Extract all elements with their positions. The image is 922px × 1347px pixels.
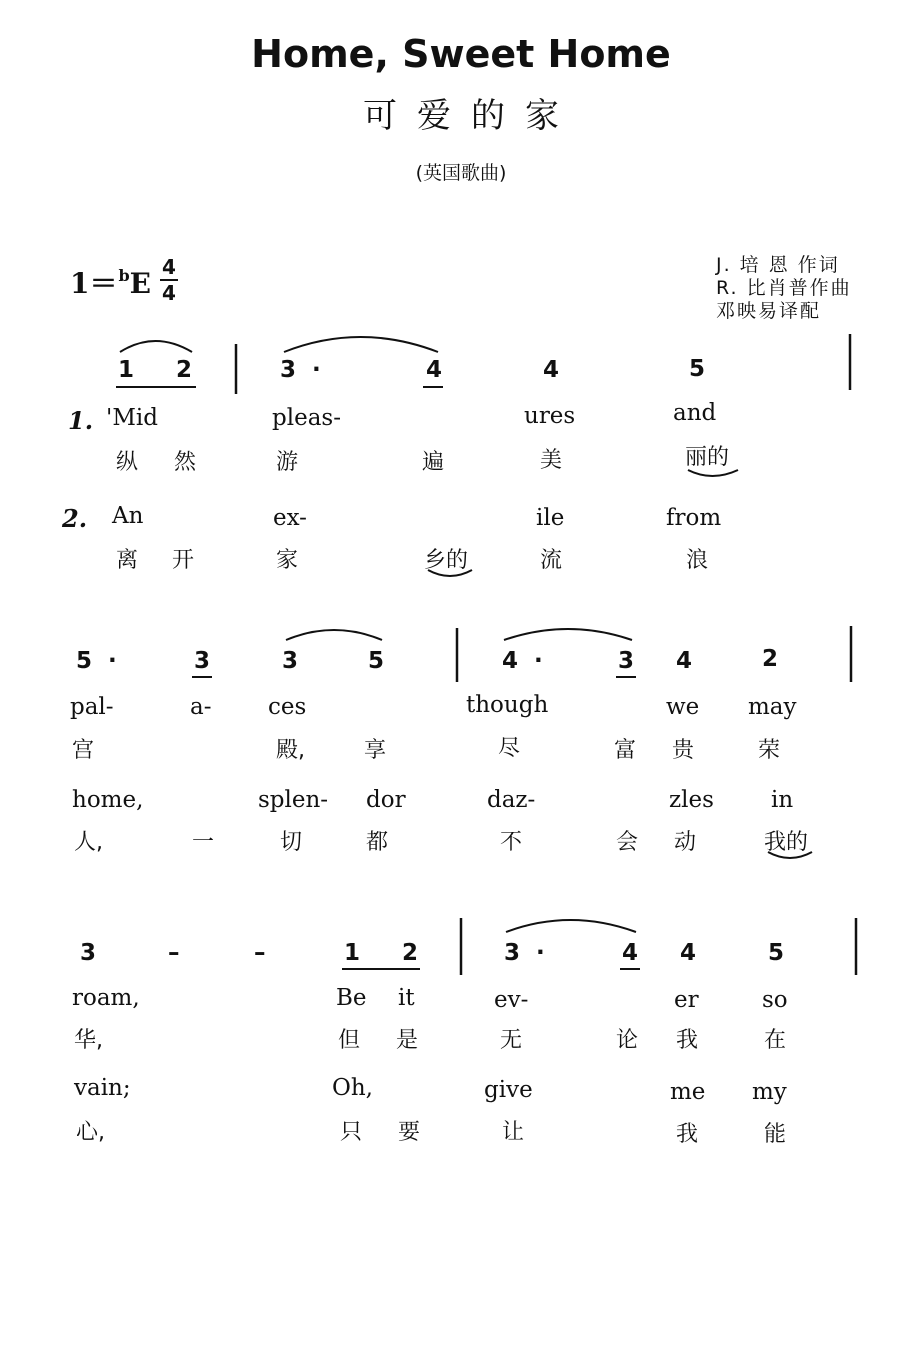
note: 1: [344, 940, 361, 966]
dot: ·: [534, 648, 543, 674]
lyric-cn: 家: [276, 548, 299, 573]
lyric-cn: 动: [674, 830, 697, 855]
dash: –: [254, 940, 266, 966]
lyric-en: and: [673, 400, 717, 426]
lyric-en: a-: [190, 694, 212, 720]
lyric-cn: 享: [364, 738, 387, 763]
lyric-en: pleas-: [272, 405, 341, 431]
time-signature-top: 4: [162, 255, 176, 279]
composer-credit: R. 比肖普作曲: [716, 277, 852, 299]
time-signature-bottom: 4: [162, 281, 176, 305]
slur: [120, 341, 192, 352]
lyric-cn: 会: [616, 830, 639, 855]
lyric-en: Be: [336, 985, 367, 1011]
note: 2: [402, 940, 419, 966]
lyric-cn: 不: [500, 830, 523, 855]
lyric-en: may: [748, 694, 797, 720]
lyric-cn: 荣: [758, 738, 781, 763]
key-flat: b: [118, 266, 130, 285]
lyric-cn: 流: [540, 548, 563, 573]
dot: ·: [536, 940, 545, 966]
lyric-cn: 只: [340, 1120, 363, 1145]
lyric-cn: 让: [502, 1120, 525, 1145]
lyric-cn: 要: [398, 1120, 421, 1145]
lyric-cn: 尽: [498, 736, 521, 761]
lyric-cn: 论: [616, 1028, 639, 1053]
lyric-cn: 心,: [76, 1120, 105, 1145]
slur: [284, 337, 438, 352]
lyricist-credit: J. 培 恩 作词: [716, 254, 840, 276]
lyric-en: though: [466, 692, 549, 718]
lyric-cn: 在: [764, 1028, 787, 1053]
lyric-cn: 一: [192, 830, 215, 855]
lyric-cn: 能: [764, 1122, 787, 1147]
lyric-en: my: [752, 1079, 787, 1105]
note: 3: [80, 940, 97, 966]
verse-number: 1.: [68, 406, 94, 435]
lyric-en: pal-: [70, 694, 114, 720]
lyric-tie: [428, 570, 472, 576]
lyric-en: Oh,: [332, 1075, 373, 1101]
lyric-cn: 离: [116, 548, 139, 573]
note: 5: [689, 356, 706, 382]
note: 4: [502, 648, 519, 674]
lyric-en: ures: [524, 403, 576, 429]
slur: [286, 630, 382, 640]
lyric-cn: 游: [276, 450, 299, 475]
lyric-en: home,: [72, 787, 144, 813]
lyric-cn: 我: [676, 1028, 699, 1053]
lyric-en: vain;: [74, 1075, 131, 1101]
note: 2: [762, 646, 779, 672]
lyric-en: give: [484, 1077, 533, 1103]
note: 3: [282, 648, 299, 674]
lyric-cn: 纵: [116, 450, 139, 475]
note: 3: [504, 940, 521, 966]
lyric-en: splen-: [258, 787, 329, 813]
lyric-en: An: [112, 503, 144, 529]
lyric-cn: 但: [338, 1028, 361, 1053]
note: 3: [194, 648, 211, 674]
note: 2: [176, 357, 193, 383]
lyric-en: daz-: [487, 787, 536, 813]
lyric-tie: [688, 470, 738, 476]
lyric-en: ile: [536, 505, 565, 531]
lyric-en: ex-: [273, 505, 307, 531]
note: 1: [118, 357, 135, 383]
slur: [506, 920, 636, 932]
lyric-en: in: [771, 787, 794, 813]
chinese-title: 可爱的家: [363, 96, 579, 136]
lyric-en: so: [762, 987, 788, 1013]
dot: ·: [108, 648, 117, 674]
lyric-cn: 切: [280, 830, 303, 855]
dot: ·: [312, 357, 321, 383]
lyric-cn: 都: [366, 830, 389, 855]
lyric-en: ev-: [494, 987, 529, 1013]
lyric-cn: 美: [540, 448, 563, 473]
key-prefix: 1＝: [70, 267, 118, 300]
verse-number: 2.: [62, 504, 88, 533]
lyric-cn: 我: [676, 1122, 699, 1147]
lyric-en: 'Mid: [106, 405, 158, 431]
lyric-cn: 开: [172, 548, 195, 573]
note: 4: [676, 648, 693, 674]
lyric-cn: 丽的: [685, 445, 730, 470]
lyric-cn: 贵: [672, 738, 695, 763]
note: 4: [622, 940, 639, 966]
lyric-cn: 然: [174, 450, 197, 475]
lyric-cn: 人,: [74, 830, 103, 855]
note: 5: [768, 940, 785, 966]
note: 4: [426, 357, 443, 383]
lyric-cn: 遍: [422, 450, 445, 475]
lyric-cn: 我的: [764, 830, 809, 855]
lyric-en: it: [398, 985, 415, 1011]
lyric-en: zles: [669, 787, 714, 813]
lyric-cn: 无: [500, 1028, 523, 1053]
lyric-tie: [768, 852, 812, 858]
lyric-en: me: [670, 1079, 706, 1105]
song-title: Home, Sweet Home: [251, 32, 671, 76]
lyric-en: from: [666, 505, 722, 531]
note: 4: [680, 940, 697, 966]
key-tonic: E: [129, 267, 152, 300]
lyric-cn: 浪: [686, 548, 709, 573]
lyric-cn: 宫: [72, 738, 95, 763]
lyric-cn: 殿,: [276, 738, 305, 763]
lyric-en: we: [666, 694, 700, 720]
lyric-en: dor: [366, 787, 406, 813]
slur: [504, 629, 632, 640]
lyric-cn: 富: [614, 738, 637, 763]
lyric-cn: 华,: [74, 1028, 103, 1053]
note: 5: [76, 648, 93, 674]
translator-credit: 邓映易译配: [716, 300, 822, 322]
lyric-cn: 乡的: [424, 548, 469, 573]
lyric-cn: 是: [396, 1028, 419, 1053]
note: 5: [368, 648, 385, 674]
lyric-en: roam,: [72, 985, 140, 1011]
note: 3: [280, 357, 297, 383]
note: 4: [543, 357, 560, 383]
lyric-en: er: [674, 987, 699, 1013]
lyric-en: ces: [268, 694, 307, 720]
song-origin: (英国歌曲): [415, 162, 507, 184]
dash: –: [168, 940, 180, 966]
note: 3: [618, 648, 635, 674]
